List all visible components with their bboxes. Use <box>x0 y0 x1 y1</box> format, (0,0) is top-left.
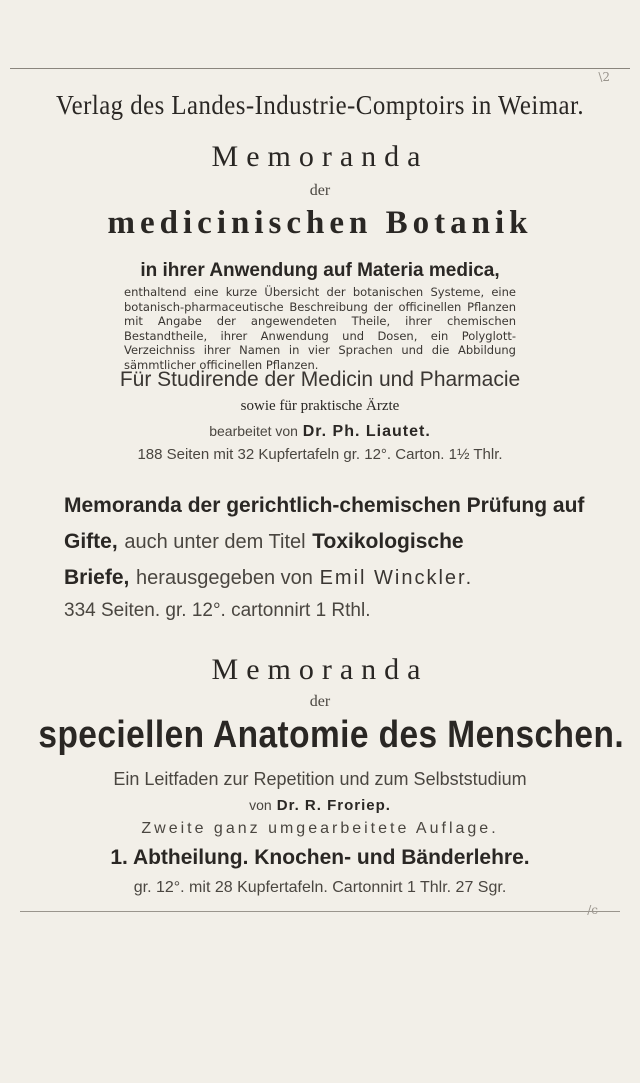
book1-details: 188 Seiten mit 32 Kupfertafeln gr. 12°. Carton. 1½ Thlr. <box>137 446 503 463</box>
folio-mark: /c <box>587 903 598 917</box>
book3-subtitle: Ein Leitfaden zur Repetition und zum Selbststudium <box>113 769 527 789</box>
book3-author: Dr. R. Froriep. <box>276 797 391 814</box>
book1-audience: Für Studirende der Medicin und Pharmacie <box>119 368 521 391</box>
book1-editor: Dr. Ph. Liautet. <box>302 423 431 440</box>
book3-subject: speciellen Anatomie des Menschen. <box>38 714 625 756</box>
book1-editor-line <box>0 422 640 441</box>
book2-title-line-3 <box>64 565 584 590</box>
book2-alt-title-prefix: auch unter dem Titel <box>124 531 306 553</box>
book2-title-line-2 <box>64 529 584 554</box>
book1-audience-2: sowie für praktische Ärzte <box>240 398 400 414</box>
book3-part: 1. Abtheilung. Knochen- und Bänderlehre. <box>110 846 530 869</box>
publisher-heading: Verlag des Landes-Industrie-Comptoirs in Weimar. <box>55 90 585 120</box>
book3-title: Memoranda <box>211 653 429 686</box>
book3-edition: Zweite ganz umgearbeitete Auflage. <box>141 820 499 837</box>
book2-alt-title: Toxikologische <box>312 530 464 553</box>
book3-details: gr. 12°. mit 28 Kupfertafeln. Cartonnirt 1 Thlr. 27 Sgr. <box>133 879 507 896</box>
book2-editor-prefix: herausgegeben von <box>136 567 313 589</box>
book3-author-prefix: von <box>249 797 272 813</box>
corner-mark: \2 <box>598 70 610 84</box>
book2-author: Emil Winckler. <box>319 567 474 589</box>
bottom-rule <box>20 911 620 912</box>
book2-briefe: Briefe, <box>64 566 130 589</box>
book1-description: enthaltend eine kurze Übersicht der botanischen Systeme, eine botanisch-pharmaceutische Beschreibung der officinellen Pflanzen mit Angabe der angewendeten Theile, ihrer chemischen Bestandtheile, ihrer Anwendung und Dosen, ein Polyglott-Verzeichniss ihrer Namen in vier Sprachen und die Abbildung sämmtlicher officinellen Pflanzen. <box>124 285 516 372</box>
book1-subject: medicinischen Botanik <box>107 205 533 241</box>
book3-author-line <box>0 795 640 814</box>
book2-gifte: Gifte, <box>64 530 118 553</box>
book1-title: Memoranda <box>211 140 429 173</box>
book2-details: 334 Seiten. gr. 12°. cartonnirt 1 Rthl. <box>64 600 371 621</box>
book3-der: der <box>309 693 331 710</box>
book1-der: der <box>309 182 331 199</box>
top-rule <box>10 68 630 69</box>
book1-editor-prefix: bearbeitet von <box>209 423 298 439</box>
book1-subtitle: in ihrer Anwendung auf Materia medica, <box>140 260 500 281</box>
book2-title-line-1: Memoranda der gerichtlich-chemischen Prüfung auf <box>64 494 585 517</box>
